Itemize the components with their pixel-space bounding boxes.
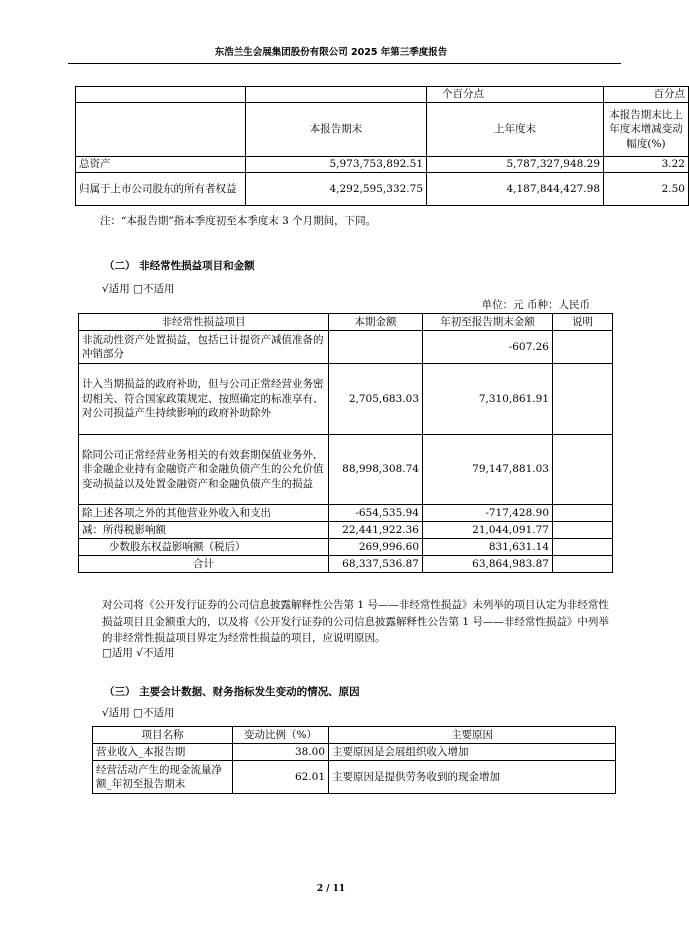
column-header: 说明 — [553, 314, 613, 331]
row-item: 归属于上市公司股东的所有者权益 — [76, 173, 246, 206]
row-item: 合计 — [79, 556, 329, 573]
section-title: （二） 非经常性损益项目和金额 — [104, 260, 255, 272]
change-value: 3.22 — [604, 157, 689, 173]
row-item: 少数股东权益影响额（税后） — [79, 539, 329, 556]
current-value: 4,292,595,332.75 — [246, 173, 427, 206]
column-header: 上年度末 — [427, 103, 604, 157]
column-header: 年初至报告期末金额 — [423, 314, 553, 331]
row-item: 非流动性资产处置损益，包括已计提资产减值准备的冲销部分 — [79, 331, 329, 364]
table-row — [79, 522, 613, 539]
note-cell — [553, 522, 613, 539]
section-title: （三） 主要会计数据、财务指标发生变动的情况、原因 — [104, 686, 360, 698]
summary-balance-table — [75, 86, 689, 206]
ytd-amount: 79,147,881.03 — [423, 435, 553, 505]
unit-percent-point-cell: 百分点 — [604, 87, 689, 103]
note-cell — [553, 505, 613, 522]
note-cell — [553, 364, 613, 435]
row-item: 总资产 — [76, 157, 246, 173]
prior-value: 4,187,844,427.98 — [427, 173, 604, 206]
table-row — [79, 331, 613, 364]
table-note: 注：“本报告期”指本季度初至本季度末 3 个月期间，下同。 — [100, 215, 377, 227]
note-cell — [553, 539, 613, 556]
major-changes-table — [92, 726, 616, 794]
column-header: 主要原因 — [329, 727, 616, 744]
table-row — [79, 364, 613, 435]
table-row-total — [79, 556, 613, 573]
note-cell — [553, 435, 613, 505]
non-recurring-gains-table — [78, 313, 613, 573]
column-header: 非经常性损益项目 — [79, 314, 329, 331]
table-row — [79, 435, 613, 505]
column-header: 变动比例（%） — [233, 727, 329, 744]
report-header-title: 东浩兰生会展集团股份有限公司 2025 年第三季度报告 — [214, 47, 448, 58]
row-item: 除同公司正常经营业务相关的有效套期保值业务外，非金融企业持有金融资产和金融负债产生的公允价值变动损益以及处置金融资产和金融负债产生的损益 — [79, 435, 329, 505]
change-ratio: 62.01 — [233, 761, 329, 794]
header-divider — [68, 63, 621, 64]
table-row — [76, 157, 689, 173]
column-header: 本报告期末比上年度末增减变动幅度(%) — [604, 103, 689, 157]
unit-currency-label: 单位：元 币种：人民币 — [481, 299, 590, 311]
table-row — [76, 173, 689, 206]
column-header: 本报告期末 — [246, 103, 427, 157]
change-ratio: 38.00 — [233, 744, 329, 761]
change-value: 2.50 — [604, 173, 689, 206]
row-item: 除上述各项之外的其他营业外收入和支出 — [79, 505, 329, 522]
ytd-amount: -607.26 — [423, 331, 553, 364]
ytd-amount: 7,310,861.91 — [423, 364, 553, 435]
applicability-status: √适用 □不适用 — [102, 707, 175, 719]
note-cell — [553, 331, 613, 364]
table-row — [79, 539, 613, 556]
row-item: 经营活动产生的现金流量净额_年初至报告期末 — [93, 761, 233, 794]
row-item: 减：所得税影响额 — [79, 522, 329, 539]
table-row — [93, 744, 616, 761]
page-number: 2 / 11 — [316, 884, 346, 894]
table-cell — [246, 87, 427, 103]
disclosure-paragraph: 对公司将《公开发行证券的公司信息披露解释性公告第 1 号——非经常性损益》未列举的项目认定为非经常性损益项目且金额重大的，以及将《公开发行证券的公司信息披露解释性公告第 1 号——非经常性损益》中列举的非经常性损益项目界定为经常性损益的项目，应说明原因。 — [102, 599, 609, 644]
current-value: 5,973,753,892.51 — [246, 157, 427, 173]
table-row — [79, 505, 613, 522]
note-cell — [553, 556, 613, 573]
row-item: 营业收入_本报告期 — [93, 744, 233, 761]
main-reason: 主要原因是会展组织收入增加 — [329, 744, 616, 761]
applicability-status: □适用 √不适用 — [102, 647, 175, 659]
current-amount: 269,996.60 — [329, 539, 423, 556]
column-header: 本期金额 — [329, 314, 423, 331]
current-amount: 22,441,922.36 — [329, 522, 423, 539]
unit-percent-point-cell: 个百分点 — [427, 87, 604, 103]
column-header: 项目名称 — [93, 727, 233, 744]
current-amount: 2,705,683.03 — [329, 364, 423, 435]
ytd-amount: 63,864,983.87 — [423, 556, 553, 573]
current-amount: 88,998,308.74 — [329, 435, 423, 505]
table-cell — [76, 87, 246, 103]
prior-value: 5,787,327,948.29 — [427, 157, 604, 173]
applicability-status: √适用 □不适用 — [102, 283, 175, 295]
current-amount: 68,337,536.87 — [329, 556, 423, 573]
ytd-amount: 21,044,091.77 — [423, 522, 553, 539]
ytd-amount: -717,428.90 — [423, 505, 553, 522]
row-item: 计入当期损益的政府补助，但与公司正常经营业务密切相关、符合国家政策规定、按照确定的标准享有、对公司损益产生持续影响的政府补助除外 — [79, 364, 329, 435]
current-amount — [329, 331, 423, 364]
ytd-amount: 831,631.14 — [423, 539, 553, 556]
table-cell — [76, 103, 246, 157]
main-reason: 主要原因是提供劳务收到的现金增加 — [329, 761, 616, 794]
current-amount: -654,535.94 — [329, 505, 423, 522]
table-row — [93, 761, 616, 794]
